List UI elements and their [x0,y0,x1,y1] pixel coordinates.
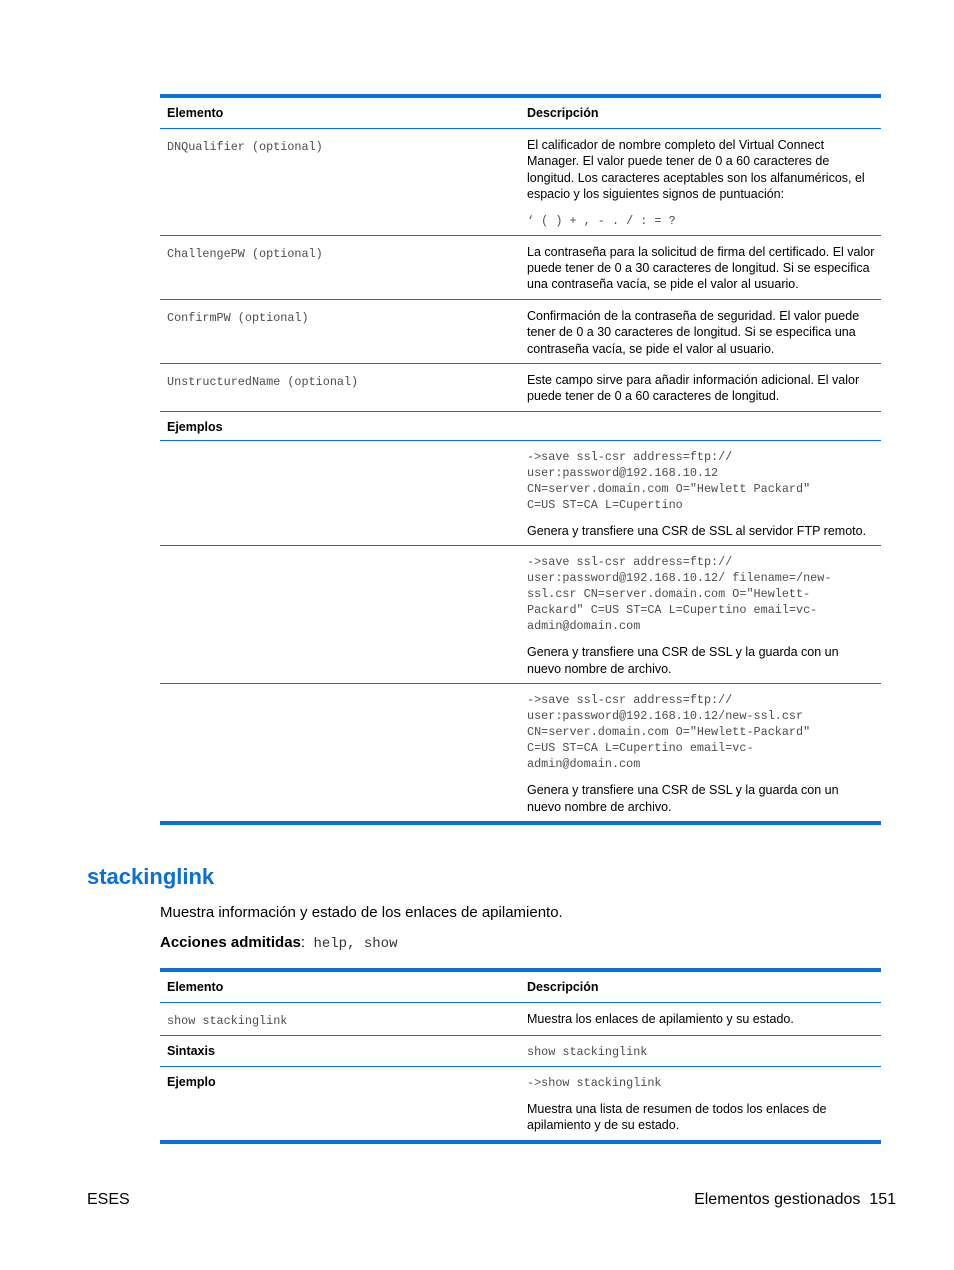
header-elemento: Elemento [167,106,224,120]
example-row [160,1066,881,1140]
syntax-command: show stackinglink [527,1045,648,1059]
element-name: DNQualifier (optional) [167,140,323,154]
example-description: Genera y transfiere una CSR de SSL y la guarda con un nuevo nombre de archivo. [527,783,839,814]
element-name: ChallengePW (optional) [167,246,323,261]
actions-label: Acciones admitidas [160,934,301,951]
example-row [160,440,881,545]
examples-label: Ejemplos [167,419,223,434]
example-description: Genera y transfiere una CSR de SSL al servidor FTP remoto. [527,523,867,538]
table-row [160,1003,881,1035]
element-description: Confirmación de la contraseña de seguridad. El valor puede tener de 0 a 30 caracteres de longitud. Si se especifica una contraseña vacía, se pide el valor al usuario. [527,308,860,356]
table-row [160,235,881,299]
element-description: Este campo sirve para añadir información adicional. El valor puede tener de 0 a 60 caracteres de longitud. [527,373,860,404]
example-row [160,545,881,683]
stackinglink-table [160,968,881,1144]
table-header [160,972,881,1003]
footer-right [694,1191,896,1209]
actions-value: help, show [305,936,398,952]
example-command: ->show stackinglink [527,1076,662,1090]
example-command: ->save ssl-csr address=ftp:// user:password@192.168.10.12 CN=server.domain.com O="Hewlett Packard" C=US ST=CA L=Cupertino [527,449,811,512]
syntax-row [160,1035,881,1066]
example-command: ->save ssl-csr address=ftp:// user:password@192.168.10.12/new-ssl.csr CN=server.domain.com O="Hewlett-Packard" C=US ST=CA L=Cupertino email=vc- admin@domain.com [527,693,811,772]
table-row [160,363,881,411]
punctuation-list: ‘ ( ) + , - . / : = ? [527,213,676,228]
table-header [160,98,881,129]
page-number: 151 [869,1191,896,1208]
section-intro: Muestra información y estado de los enlaces de apilamiento. [160,904,563,921]
actions-separator: : [300,934,306,951]
example-row [160,683,881,821]
example-description: Muestra una lista de resumen de todos los enlaces de apilamiento y de su estado. [527,1102,827,1133]
element-description: La contraseña para la solicitud de firma del certificado. El valor puede tener de 0 a 30 caracteres de longitud. Si se especifica una contraseña vacía, se pide el valor al usuario. [527,244,875,292]
element-description: El calificador de nombre completo del Virtual Connect Manager. El valor puede tener de 0 a 60 caracteres de longitud. Los caracteres aceptables son los alfanuméricos, el espacio y los siguientes signos de puntuación: [527,138,865,202]
syntax-label: Sintaxis [167,1044,215,1058]
example-description: Genera y transfiere una CSR de SSL y la guarda con un nuevo nombre de archivo. [527,645,839,676]
footer-chapter: Elementos gestionados [694,1191,861,1208]
element-description: Muestra los enlaces de apilamiento y su estado. [527,1012,794,1026]
element-name: ConfirmPW (optional) [167,310,309,325]
supported-actions [160,934,397,952]
header-descripcion: Descripción [527,980,599,994]
section-title: stackinglink [87,864,215,889]
example-command: ->save ssl-csr address=ftp:// user:password@192.168.10.12/ filename=/new- ssl.csr CN=server.domain.com O="Hewlett- Packard" C=US ST=CA L=Cupertino email=vc- admin@domain.com [527,555,832,634]
example-label: Ejemplo [167,1075,216,1089]
element-name: show stackinglink [167,1014,288,1028]
header-elemento: Elemento [167,980,224,994]
element-name: UnstructuredName (optional) [167,375,359,390]
footer-locale: ESES [87,1191,130,1208]
examples-row [160,411,881,440]
elements-table [160,94,881,825]
table-row [160,299,881,363]
table-row [160,129,881,235]
header-descripcion: Descripción [527,106,599,120]
